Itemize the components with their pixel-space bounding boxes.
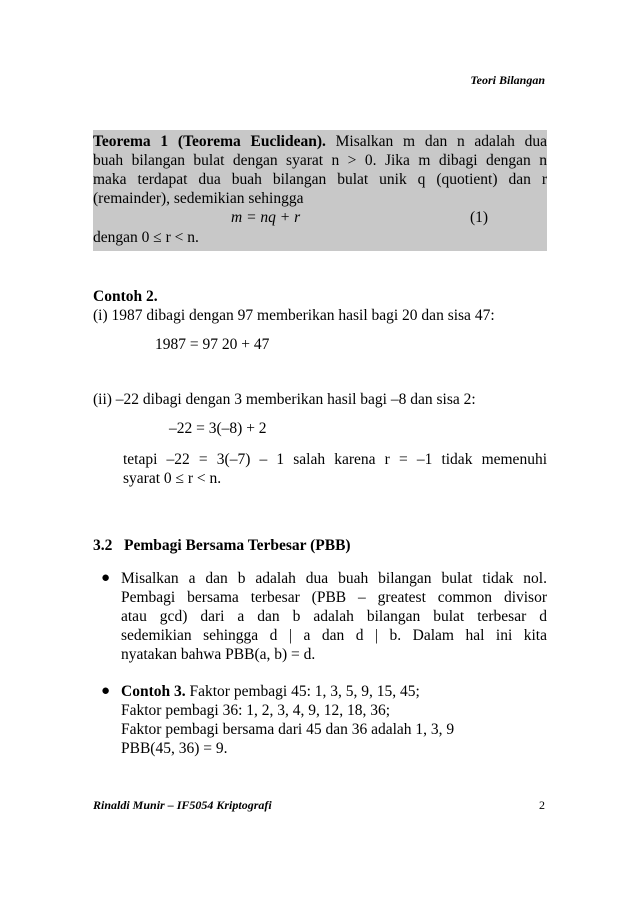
theorem-line-4: (remainder), sedemikian sehingga: [93, 190, 304, 207]
bullet-1-line: Misalkan a dan b adalah dua buah bilangan bulat tidak nol.: [121, 570, 547, 587]
example-2-part-2: (ii) –22 dibagi dengan 3 memberikan hasil bagi –8 dan sisa 2:: [93, 391, 476, 408]
example-2-part-1: (i) 1987 dibagi dengan 97 memberikan hasil bagi 20 dan sisa 47:: [93, 307, 495, 324]
bullet-2-line: [121, 682, 547, 701]
bullet-2-line: PBB(45, 36) = 9.: [121, 740, 228, 757]
theorem-title: Teorema 1 (Teorema Euclidean).: [93, 133, 326, 150]
example-2-equation-1: 1987 = 97 20 + 47: [155, 336, 270, 353]
section-3-2: [93, 536, 547, 758]
running-header: Teori Bilangan: [470, 73, 545, 87]
footer-page-number: 2: [539, 798, 545, 812]
theorem-line-1-rest: Misalkan m dan n adalah dua: [335, 133, 547, 150]
bullet-text: [121, 682, 547, 758]
bullet-1-line: atau gcd) dari a dan b adalah bilangan bulat terbesar d: [121, 608, 547, 625]
bullet-2-line: Faktor pembagi bersama dari 45 dan 36 adalah 1, 3, 9: [121, 721, 455, 738]
bullet-1-line: nyatakan bahwa PBB(a, b) = d.: [121, 646, 316, 663]
bullet-2-line-text: Faktor pembagi 45: 1, 3, 5, 9, 15, 45;: [189, 683, 420, 700]
theorem-condition: dengan 0 ≤ r < n.: [93, 229, 199, 246]
section-heading: [93, 536, 547, 555]
section-title: Pembagi Bersama Terbesar (PBB): [124, 537, 351, 554]
section-number: 3.2: [93, 537, 113, 554]
theorem-equation: m = nq + r: [231, 209, 301, 226]
bullet-1-line: sedemikian sehingga d | a dan d | b. Dalam hal ini kita: [121, 627, 547, 644]
example-3-title: Contoh 3.: [121, 683, 186, 700]
bullet-1-line: Pembagi bersama terbesar (PBB – greatest common divisor: [121, 589, 547, 606]
bullet-item: [93, 569, 547, 664]
example-2-note-line-1: tetapi –22 = 3(–7) – 1 salah karena r = –1 tidak memenuhi: [123, 451, 547, 468]
bullet-2-line: Faktor pembagi 36: 1, 2, 3, 4, 9, 12, 18, 36;: [121, 702, 391, 719]
theorem-equation-row: [93, 208, 547, 228]
example-2-equation-2: –22 = 3(–8) + 2: [169, 420, 267, 437]
theorem-line-1: [93, 132, 547, 151]
example-2: [93, 287, 547, 488]
theorem-line-2: buah bilangan bulat dengan syarat n > 0. Jika m dibagi dengan n: [93, 152, 547, 169]
bullet-item: [93, 682, 547, 758]
bullet-dot-icon: ●: [101, 683, 111, 699]
footer-author: Rinaldi Munir – IF5054 Kriptografi: [93, 798, 272, 812]
theorem-box: [93, 130, 547, 251]
bullet-text: [121, 569, 547, 664]
bullet-dot-icon: ●: [101, 570, 111, 586]
example-2-title: Contoh 2.: [93, 288, 158, 305]
theorem-line-3: maka terdapat dua buah bilangan bulat unik q (quotient) dan r: [93, 171, 547, 188]
example-2-note-line-2: syarat 0 ≤ r < n.: [123, 470, 222, 487]
equation-number: (1): [470, 209, 489, 226]
